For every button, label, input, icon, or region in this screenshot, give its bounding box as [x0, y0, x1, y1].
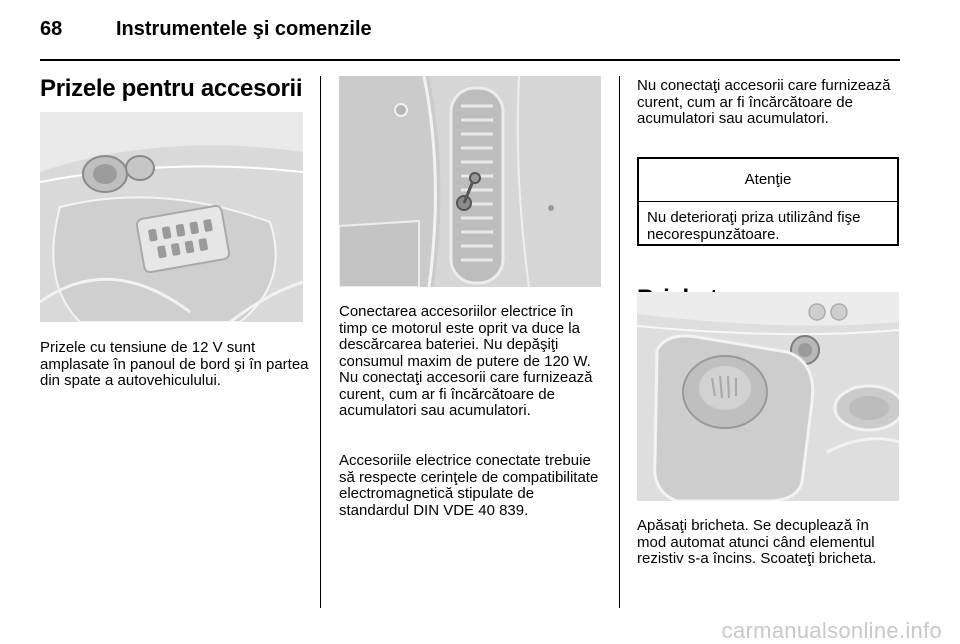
watermark: carmanualsonline.info	[721, 618, 942, 643]
figure-lighter	[637, 292, 899, 501]
paragraph-battery-warning: Conectarea accesoriilor electrice în timp ce motorul este oprit va duce la descărcarea bateriei. Nu depăşiţi consumul maxim de putere de 120 W. Nu conectaţi accesorii care furnizează curent, cum ar fi încărcătoare de acumulatori sau acumulatori.	[339, 303, 593, 419]
caution-text: Nu deterioraţi priza utilizând fişe necorespunzătoare.	[647, 209, 861, 243]
figure-dashboard-sockets	[40, 112, 303, 322]
header-rule	[40, 59, 900, 61]
caption-sockets: Prizele cu tensiune de 12 V sunt amplasate în panoul de bord şi în partea din spate a autovehiculului.	[40, 339, 309, 389]
caution-box	[637, 157, 899, 246]
page-number: 68	[40, 18, 63, 40]
column-divider	[320, 76, 321, 608]
paragraph-emc-compat: Accesoriile electrice conectate trebuie să respecte cerinţele de compatibilitate electromagnetică stipulate de standardul DIN VDE 40 839.	[339, 452, 599, 519]
paragraph-lighter: Apăsaţi bricheta. Se decuplează în mod automat atunci când elementul rezistiv s-a încins. Scoateţi bricheta.	[637, 517, 877, 567]
running-head: Instrumentele şi comenzile	[116, 18, 372, 40]
caution-title: Atenţie	[639, 159, 897, 202]
figure-rear-socket	[339, 76, 601, 287]
lighter-illustration	[637, 292, 899, 501]
column-divider	[619, 76, 620, 608]
section-heading-accessory-sockets: Prizele pentru accesorii	[40, 75, 303, 102]
paragraph-continued: Nu conectaţi accesorii care furnizează curent, cum ar fi încărcătoare de acumulatori sau acumulatori.	[637, 77, 891, 127]
dashboard-sockets-illustration	[40, 112, 303, 322]
rear-socket-illustration	[339, 76, 601, 287]
